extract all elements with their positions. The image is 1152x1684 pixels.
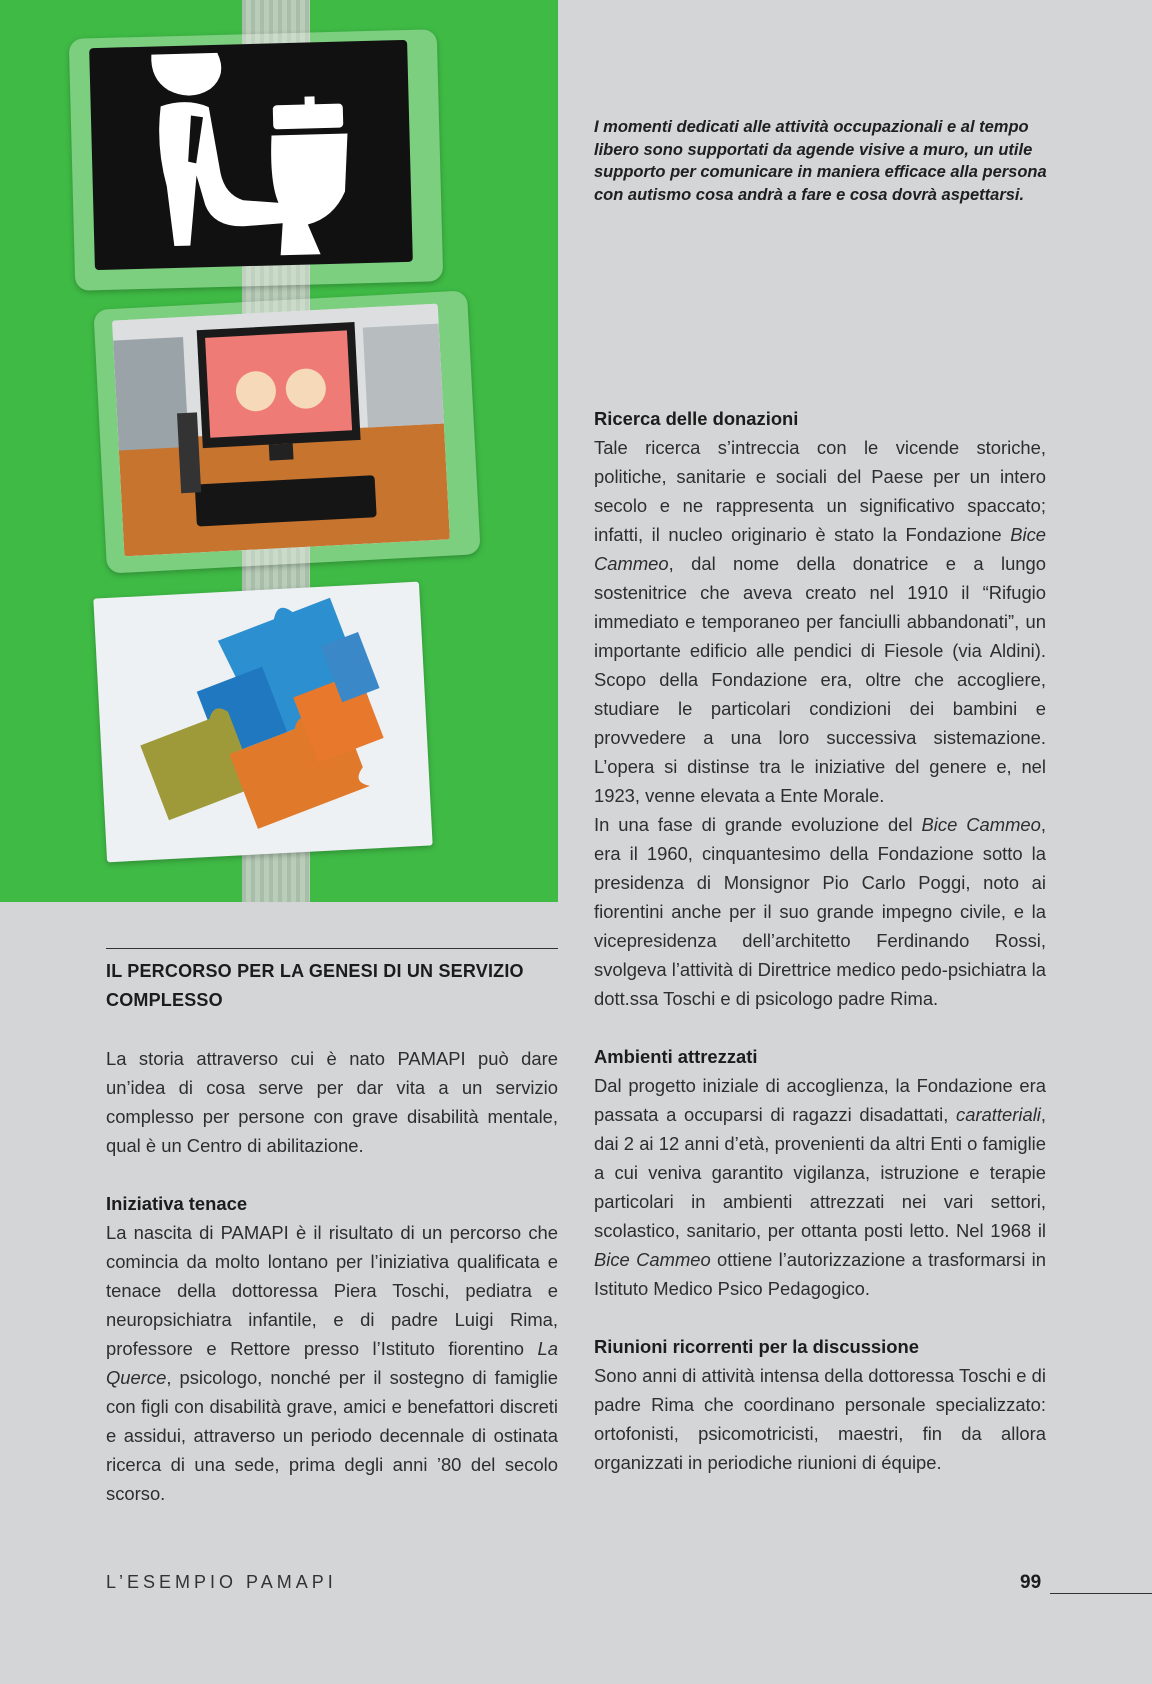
page-number: 99 [1020,1572,1042,1593]
right-column [594,404,1046,1477]
paragraph-iniziativa: La nascita di PAMAPI è il risultato di un percorso che comincia da molto lontano per l’iniziativa qualificata e tenace della dottoressa Piera Toschi, pediatra e neuropsichiatra infantile, e di padre Luigi Rima, professore e Rettore presso l’Istituto fiorentino La Querce, psicologo, nonché per il sostegno di famiglie con figli con disabilità grave, amici e benefattori discreti e assidui, attraverso un periodo decennale di ostinata ricerca di una sede, prima degli anni ’80 del secolo scorso. [106,1222,558,1504]
computer-icon [112,304,450,557]
paragraph-riunioni: Sono anni di attività intensa della dottoressa Toschi e di padre Rima che coordinano personale specializzato: ortofonisti, psicomotricisti, maestri, fin da allora organizzati in periodiche riunioni di équipe. [594,1365,1046,1473]
heading-iniziativa: Iniziativa tenace [106,1193,248,1214]
intro-paragraph: La storia attraverso cui è nato PAMAPI può dare un’idea di cosa serve per dar vita a un servizio complesso per persone con grave disabilità mentale, qual è un Centro di abilitazione. [106,1048,558,1156]
puzzle-icon [93,582,432,863]
heading-ricerca: Ricerca delle donazioni [594,408,799,429]
footer-rule [1050,1593,1152,1594]
left-column [106,1044,558,1508]
puzzle-photo-card [93,582,432,863]
section-title: IL PERCORSO PER LA GENESI DI UN SERVIZIO COMPLESSO [106,961,524,1010]
heading-riunioni: Riunioni ricorrenti per la discussione [594,1336,919,1357]
paragraph-ricerca-2: In una fase di grande evoluzione del Bice Cammeo, era il 1960, cinquantesimo della Fondazione sotto la presidenza di Monsignor Pio Carlo Poggi, noto ai fiorentini anche per il suo grande impegno civile, e la vicepresidenza dell’architetto Ferdinando Rossi, svolgeva l’attività di Direttrice medico pedo-psichiatra la dott.ssa Toschi e di psicologo padre Rima. [594,814,1046,1009]
toilet-pictogram-card [89,40,413,270]
agenda-photo [0,0,558,902]
running-head: L’ESEMPIO PAMAPI [106,1572,337,1592]
photo-caption: I momenti dedicati alle attività occupazionali e al tempo libero sono supportati da agende visive a muro, un utile supporto per comunicare in maniera efficace alla persona con autismo cosa andrà a fare e cosa dovrà aspettarsi. [594,118,1047,204]
computer-photo-card [112,304,450,557]
paragraph-ambienti: Dal progetto iniziale di accoglienza, la Fondazione era passata a occuparsi di ragazzi disadattati, caratteriali, dai 2 ai 12 anni d’età, provenienti da altri Enti o famiglie a cui veniva garantito vigilanza, istruzione e terapie particolari in ambienti attrezzati nei vari settori, scolastico, sanitario, per ottanta posti letto. Nel 1968 il Bice Cammeo ottiene l’autorizzazione a trasformarsi in Istituto Medico Psico Pedagogico. [594,1075,1046,1299]
paragraph-ricerca-1: Tale ricerca s’intreccia con le vicende storiche, politiche, sanitarie e sociali del Paese per un intero secolo e ne rappresenta un significativo spaccato; infatti, il nucleo originario è stato la Fondazione Bice Cammeo, dal nome della donatrice e a lungo sostenitrice che aveva creato nel 1910 il “Rifugio immediato e temporaneo per fanciulli abbandonati”, un importante edificio alle pendici di Fiesole (via Aldini). Scopo della Fondazione era, oltre che accogliere, studiare le particolari condizioni dei bambini e provvedere a una loro successiva sistemazione. L’opera si distinse tra le iniziative del genere e, nel 1923, venne elevata a Ente Morale. [594,437,1046,806]
section-rule [106,948,558,949]
heading-ambienti: Ambienti attrezzati [594,1046,758,1067]
toilet-icon [89,40,413,270]
